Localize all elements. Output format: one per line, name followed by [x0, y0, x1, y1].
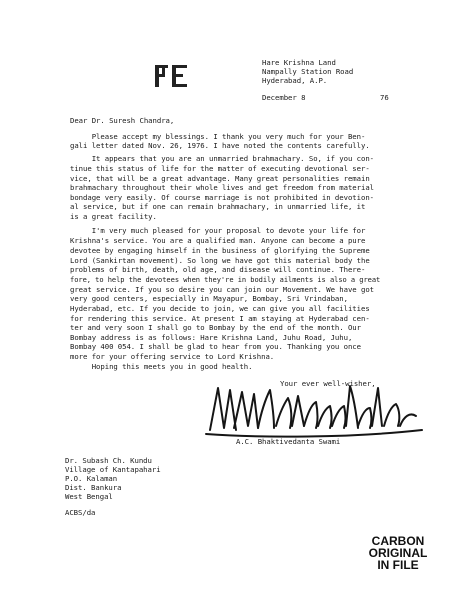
recipient-line-5: West Bengal [65, 492, 113, 501]
body-line: fore, to help the devotees when they're in bodily ailments is also a great [70, 275, 381, 284]
body-line: Lord (Sankirtan movement). So long we have got this material body the [70, 256, 370, 265]
body-line: is a great facility. [70, 212, 157, 221]
signature-name: A.C. Bhaktivedanta Swami [236, 437, 341, 446]
body-line: problems of birth, death, old age, and disease will continue. There- [70, 265, 366, 274]
body-line: Please accept my blessings. I thank you very much for your Ben- [70, 132, 366, 141]
handwritten-signature [200, 368, 430, 443]
body-line: great service. If you so desire you can join our Movement. We have got [70, 285, 375, 294]
body-line: I'm very much pleased for your proposal to devote your life for [70, 226, 366, 235]
body-line: Bombay 400 054. I shall be glad to hear from you. Thanking you once [70, 342, 361, 351]
recipient-line-4: Dist. Bankura [65, 483, 122, 492]
body-line: for rendering this service. At present I am staying at Hyderabad cen- [70, 314, 370, 323]
body-line: ter and very soon I shall go to Bombay by the end of the month. Our [70, 323, 361, 332]
stamp-line-3: IN FILE [377, 558, 419, 572]
body-line: Bombay address is as follows: Hare Krishna Land, Juhu Road, Juhu, [70, 333, 353, 342]
body-line: devotee by engaging himself in the business of glorifying the Supreme [70, 246, 370, 255]
letterhead-line-2: Nampally Station Road [262, 67, 354, 76]
stamp-line-2: ORIGINAL [368, 546, 428, 560]
recipient-line-3: P.O. Kalaman [65, 474, 118, 483]
letterhead-line-1: Hare Krishna Land [262, 58, 336, 67]
body-line: Hoping this meets you in good health. [70, 362, 253, 371]
recipient-line-2: Village of Kantapahari [65, 465, 161, 474]
letterhead-line-3: Hyderabad, A.P. [262, 76, 328, 85]
reference-initials: ACBS/da [65, 508, 96, 517]
body-line: tinue this status of life for the matter of executing devotional ser- [70, 164, 370, 173]
body-line: very good centers, especially in Mayapur, Bombay, Sri Vrindaban, [70, 294, 348, 303]
body-line: bondage very easily. Of course marriage is not prohibited in devotion- [70, 193, 375, 202]
body-line: vice, that will be a great advantage. Many great personalities remain [70, 174, 370, 183]
date-month-day: December 8 [262, 93, 306, 102]
stamp-line-1: CARBON [371, 534, 425, 548]
body-line: Krishna's service. You are a qualified man. Anyone can become a pure [70, 236, 366, 245]
body-line: al service, but if one can remain brahmachary, in unmarried life, it [70, 202, 366, 211]
body-line: It appears that you are an unmarried brahmachary. So, if you con- [70, 154, 375, 163]
letterhead-logo [153, 63, 193, 91]
body-line: brahmachary throughout their whole lives and get freedom from material [70, 183, 375, 192]
closing: Your ever well-wisher, [280, 379, 376, 388]
salutation: Dear Dr. Suresh Chandra, [70, 116, 175, 125]
carbon-original-stamp [358, 535, 438, 571]
body-line: Hyderabad, etc. If you decide to join, we can give you all facilities [70, 304, 370, 313]
body-line: more for your offering service to Lord Krishna. [70, 352, 275, 361]
body-line: gali letter dated Nov. 26, 1976. I have noted the contents carefully. [70, 141, 370, 150]
date-year: 76 [380, 93, 389, 102]
recipient-line-1: Dr. Subash Ch. Kundu [65, 456, 152, 465]
